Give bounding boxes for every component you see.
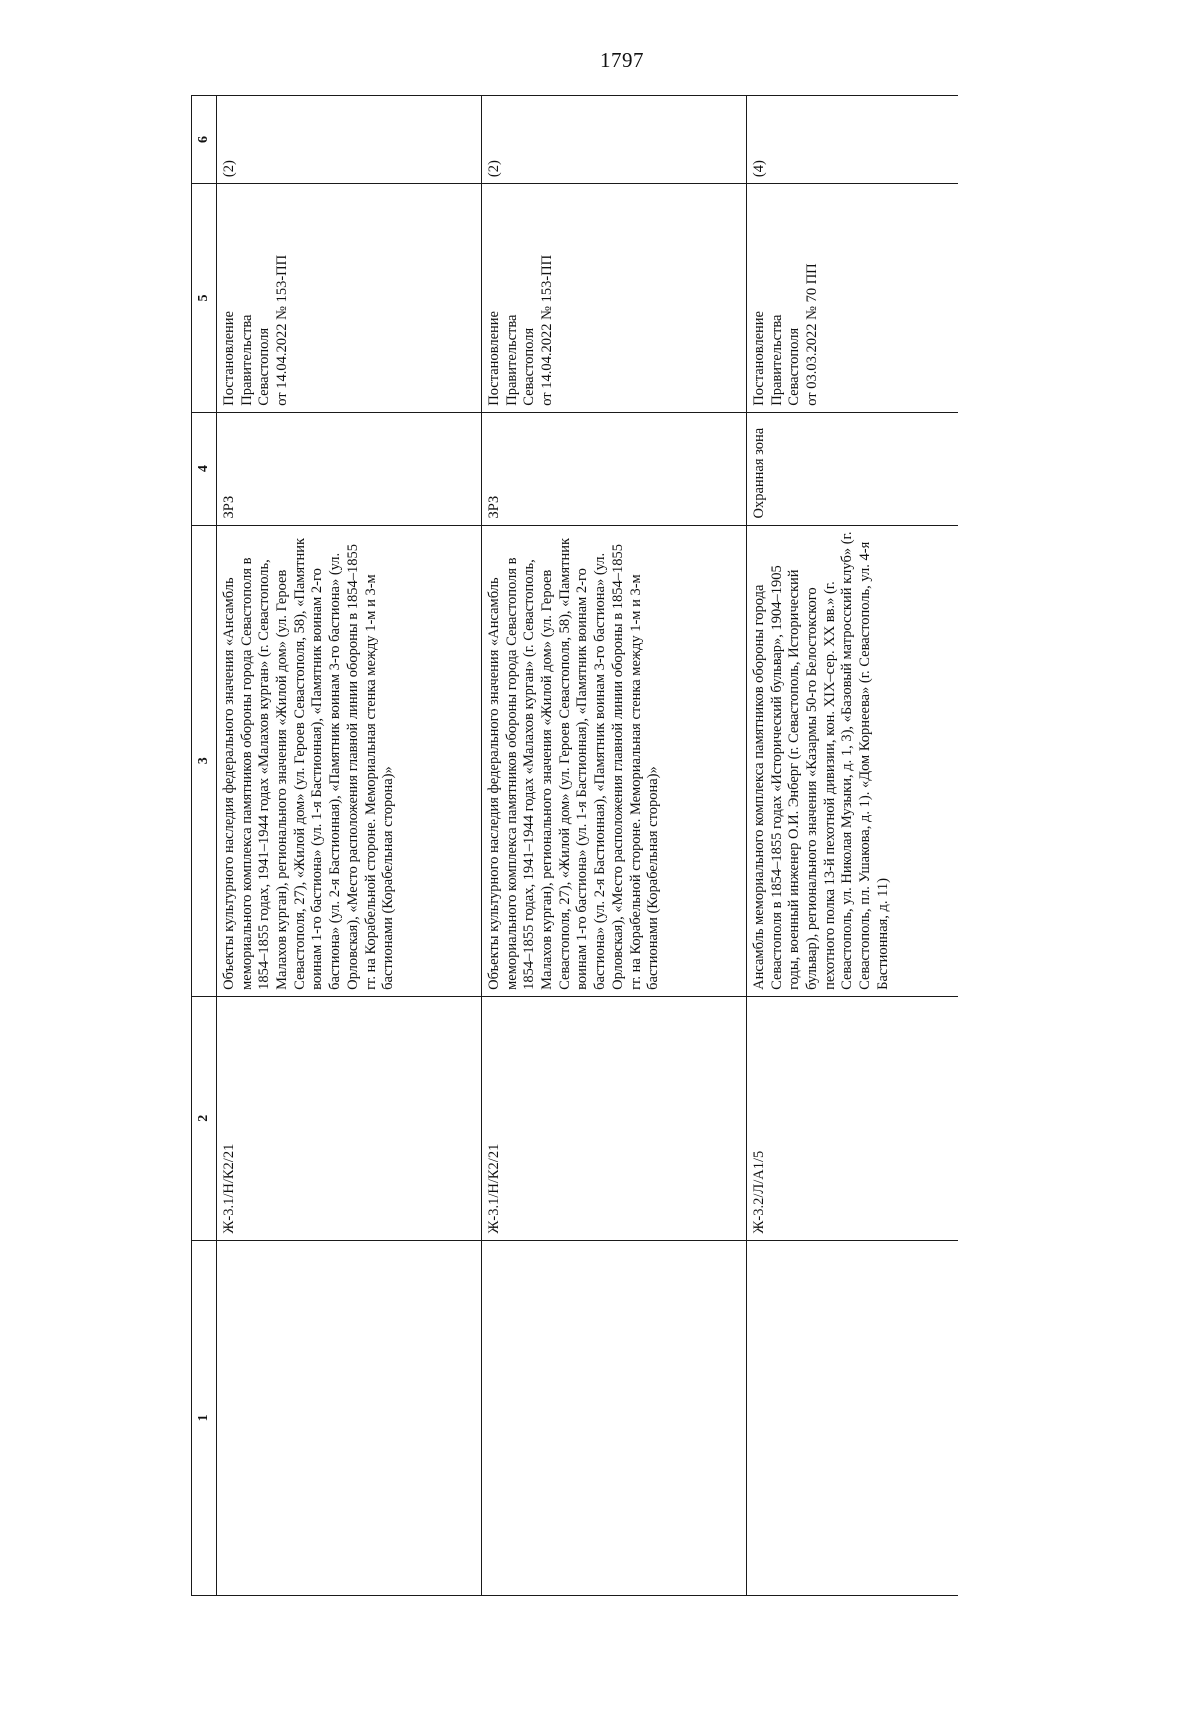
column-header-2: 2	[192, 996, 217, 1240]
legal-act-line: Правительства	[768, 314, 785, 406]
column-header-3: 3	[192, 525, 217, 996]
legal-act-line: от 03.03.2022 № 70 ПП	[804, 263, 821, 406]
legal-act-line: Севастополя	[786, 327, 803, 406]
cell-number	[217, 1240, 482, 1595]
cell-zone-type: Охранная зона	[747, 412, 959, 525]
cell-object-description: Объекты культурного наследия федерального значения «Ансамбль мемориального комплекса памятников обороны города Севастополя в 1854–1855 годах, 1941–1944 годах «Малахов курган» (г. Севастополь, Малахов курган), регионального значения «Жилой дом» (ул. Героев Севастополя, 27), «Жилой дом» (ул. Героев Севастополя, 58), «Памятник воинам 1-го бастиона» (ул. 1-я Бастионная), «Памятник воинам 2-го бастиона» (ул. 2-я Бастионная), «Памятник воинам 3-го бастиона» (ул. Орловская), «Место расположения главной линии обороны в 1854–1855 гг. на Корабельной стороне. Мемориальная стенка между 1-м и 3-м бастионами (Корабельная сторона)»	[482, 525, 747, 996]
cell-zone-code: Ж-3.2/Л/А1/5	[747, 996, 959, 1240]
cell-zone-code: Ж-3.1/Н/К2/21	[217, 996, 482, 1240]
legal-act-line: от 14.04.2022 № 153-ПП	[539, 254, 556, 406]
table-row	[747, 96, 959, 1596]
legal-act-line: Правительства	[238, 314, 255, 406]
cell-number	[482, 1240, 747, 1595]
cell-legal-act	[747, 184, 959, 413]
column-header-6: 6	[192, 96, 217, 184]
table-row	[217, 96, 482, 1596]
legal-act-line: от 14.04.2022 № 153-ПП	[274, 254, 291, 406]
cell-number	[747, 1240, 959, 1595]
legal-act-line: Севастополя	[521, 327, 538, 406]
table-header-row	[192, 96, 217, 1596]
rotated-table-content	[191, 95, 958, 1596]
legal-act-line: Правительства	[503, 314, 520, 406]
column-header-5: 5	[192, 184, 217, 413]
cell-note: (4)	[747, 96, 959, 184]
legal-act-line: Постановление	[751, 311, 767, 406]
cell-legal-act	[217, 184, 482, 413]
cell-object-description: Объекты культурного наследия федерального значения «Ансамбль мемориального комплекса памятников обороны города Севастополя в 1854–1855 годах, 1941–1944 годах «Малахов курган» (г. Севастополь, Малахов курган), регионального значения «Жилой дом» (ул. Героев Севастополя, 27), «Жилой дом» (ул. Героев Севастополя, 58), «Памятник воинам 1-го бастиона» (ул. 1-я Бастионная), «Памятник воинам 2-го бастиона» (ул. 2-я Бастионная), «Памятник воинам 3-го бастиона» (ул. Орловская), «Место расположения главной линии обороны в 1854–1855 гг. на Корабельной стороне. Мемориальная стенка между 1-м и 3-м бастионами (Корабельная сторона)»	[217, 525, 482, 996]
rotated-table-frame	[191, 95, 958, 1596]
legal-act-line: Постановление	[221, 311, 237, 406]
cell-note: (2)	[217, 96, 482, 184]
column-header-1: 1	[192, 1240, 217, 1595]
cell-zone-type: ЗРЗ	[217, 412, 482, 525]
table-row	[482, 96, 747, 1596]
cell-zone-type: ЗРЗ	[482, 412, 747, 525]
column-header-4: 4	[192, 412, 217, 525]
legal-act-line: Севастополя	[256, 327, 273, 406]
cell-note: (2)	[482, 96, 747, 184]
page-number: 1797	[600, 48, 644, 72]
legal-act-line: Постановление	[486, 311, 502, 406]
register-table	[191, 95, 958, 1596]
cell-zone-code: Ж-3.1/Н/К2/21	[482, 996, 747, 1240]
cell-legal-act	[482, 184, 747, 413]
cell-object-description: Ансамбль мемориального комплекса памятников обороны города Севастополя в 1854–1855 годах «Исторический бульвар», 1904–1905 годы, военный инженер О.И. Энберг (г. Севастополь, Исторический бульвар), регионального значения «Казармы 50-го Белостокского пехотного полка 13-й пехотной дивизии, кон. XIX–сер. XX вв.» (г. Севастополь, ул. Николая Музыки, д. 1, 3), «Базовый матросский клуб» (г. Севастополь, пл. Ушакова, д. 1). «Дом Корнеева» (г. Севастополь, ул. 4-я Бастионная, д. 11)	[747, 525, 959, 996]
